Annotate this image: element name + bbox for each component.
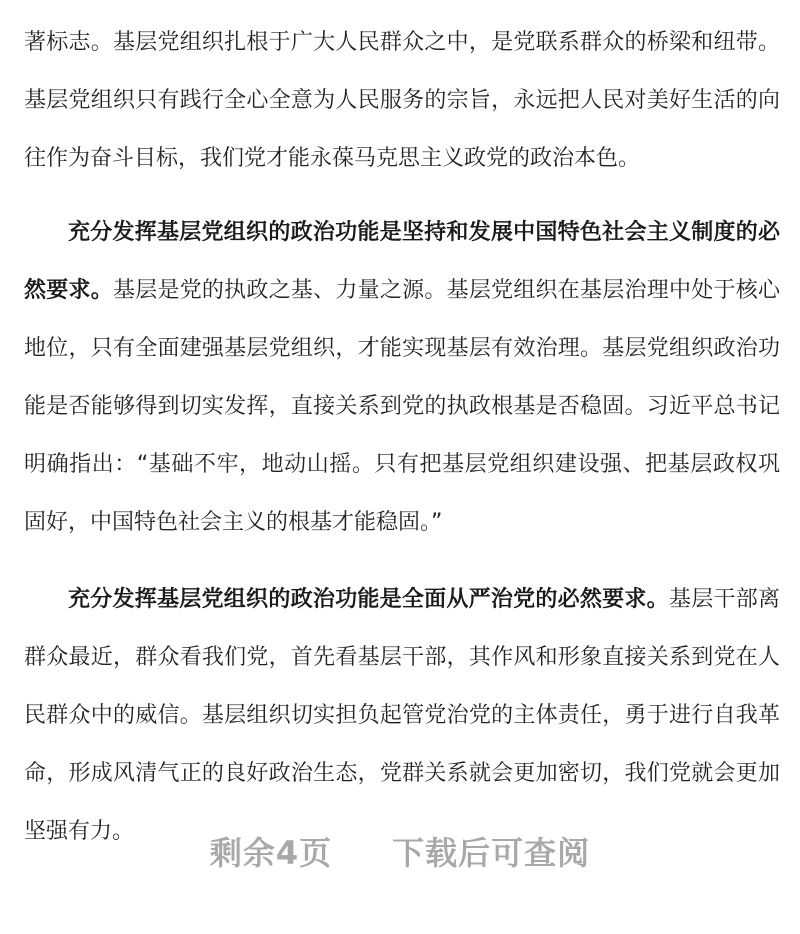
paragraph-2-heading: 充分发挥基层党组织的政治功能是坚持和发展中国特色社会主义制度的必然要求。 (24, 220, 780, 303)
paragraph-3-text: 基层干部离群众最近，群众看我们党，首先看基层干部，其作风和形象直接关系到党在人民群众中的威信。基层组织切实担负起管党治党的主体责任，勇于进行自我革命，形成风清气正的良好政治生态，党群关系就会更加密切，我们党就会更加坚强有力。 (24, 587, 780, 844)
paragraph-3 (24, 571, 780, 861)
download-more-banner[interactable] (0, 828, 800, 874)
paragraph-3-heading: 充分发挥基层党组织的政治功能是全面从严治党的必然要求。 (68, 587, 669, 612)
remaining-pages-label: 剩余4页 (209, 834, 333, 872)
paragraph-2-text: 基层是党的执政之基、力量之源。基层党组织在基层治理中处于核心地位，只有全面建强基层党组织，才能实现基层有效治理。基层党组织政治功能是否能够得到切实发挥，直接关系到党的执政根基是否稳固。习近平总书记明确指出：“基础不牢，地动山摇。只有把基层党组织建设强、把基层政权巩固好，中国特色社会主义的根基才能稳固。” (24, 278, 780, 535)
download-to-view-label[interactable]: 下载后可查阅 (392, 834, 591, 872)
paragraph-1 (24, 14, 780, 188)
paragraph-1-text: 著标志。基层党组织扎根于广大人民群众之中，是党联系群众的桥梁和纽带。基层党组织只有践行全心全意为人民服务的宗旨，永远把人民对美好生活的向往作为奋斗目标，我们党才能永葆马克思主义政党的政治本色。 (24, 30, 780, 171)
paragraph-2 (24, 204, 780, 552)
